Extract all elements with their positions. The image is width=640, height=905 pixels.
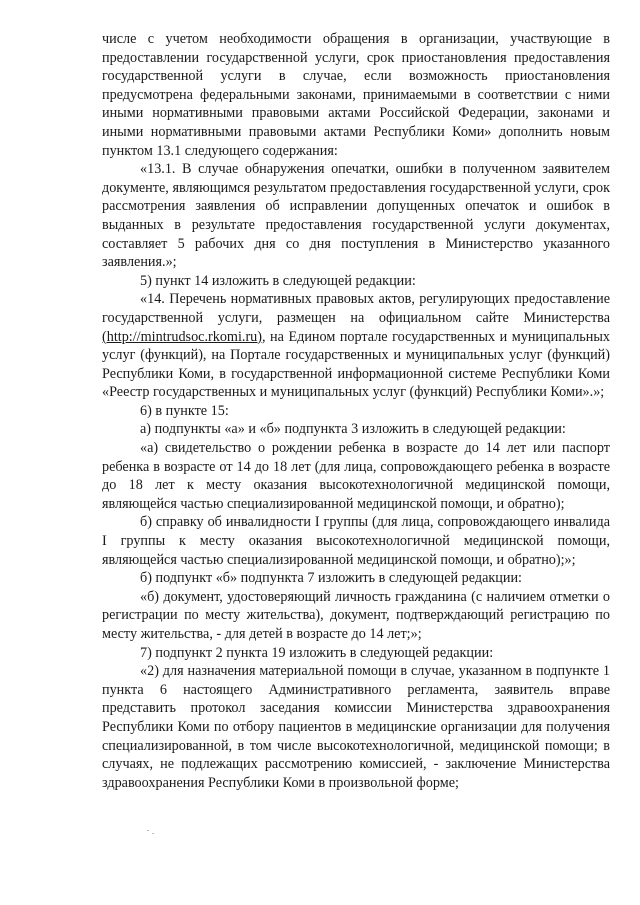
paragraph-item-5: 5) пункт 14 изложить в следующей редакции:: [140, 272, 416, 289]
paragraph-item-7: 7) подпункт 2 пункта 19 изложить в следующей редакции:: [140, 644, 494, 661]
scan-speck: [147, 830, 149, 831]
scan-speck: [152, 833, 154, 834]
document-page: [102, 30, 610, 792]
paragraph-14-text: «14. Перечень нормативных правовых актов, регулирующих предоставление государственной услуги, размещен на официальном сайте Министерства: [102, 291, 610, 326]
paragraph-item-6: 6) в пункте 15:: [140, 402, 229, 419]
paragraph-subitem-a: а) подпункты «а» и «б» подпункта 3 изложить в следующей редакции:: [140, 421, 566, 438]
paragraph-subitem-b: б) подпункт «б» подпункта 7 изложить в следующей редакции:: [140, 570, 522, 587]
ministry-website-link[interactable]: (http://mintrudsoc.rkomi.ru): [102, 328, 262, 345]
paragraph-13-1: «13.1. В случае обнаружения опечатки, ошибки в полученном заявителем документе, являющимся результатом предоставления государственной услуги, срок рассмотрения заявления об исправлении допущенных опечаток и ошибок в выданных в результате предоставления государственной услуги документах, составляет 5 рабочих дня со дня поступления в Министерство указанного заявления.»;: [102, 161, 610, 271]
paragraph-14: [102, 290, 610, 402]
paragraph-disability: б) справку об инвалидности I группы (для лица, сопровождающего инвалида I группы к месту оказания высокотехнологичной медицинской помощи, являющейся частью специализированной медицинской помощи, и обратно);»;: [102, 514, 610, 568]
paragraph-14-text-end: , на Едином портале государственных и муниципальных услуг (функций), на Портале государственных и муниципальных услуг (функций) Республики Коми, в государственной информационной системе Республики Коми «Реестр государственных и муниципальных услуг (функций) Республики Коми».»;: [102, 328, 610, 401]
paragraph-birth-certificate: «а) свидетельство о рождении ребенка в возрасте до 14 лет или паспорт ребенка в возрасте от 14 до 18 лет (для лица, сопровождающего ребенка в возрасте до 18 лет к месту оказания высокотехнологичной медицинской помощи, являющейся частью специализированной медицинской помощи, и обратно);: [102, 440, 610, 512]
paragraph-identity-document: «б) документ, удостоверяющий личность гражданина (с наличием отметки о регистрации по месту жительства), документ, подтверждающий регистрацию по месту жительства, - для детей в возрасте до 14 лет;»;: [102, 588, 610, 642]
paragraph-material-aid: «2) для назначения материальной помощи в случае, указанном в подпункте 1 пункта 6 настоящего Административного регламента, заявитель вправе представить протокол заседания комиссии Министерства здравоохранения Республики Коми по отбору пациентов в медицинские организации для получения специализированной, в том числе высокотехнологичной, медицинской помощи; в случаях, не подлежащих рассмотрению комиссией, - заключение Министерства здравоохранения Республики Коми в произвольной форме;: [102, 663, 610, 791]
paragraph-intro: числе с учетом необходимости обращения в организации, участвующие в предоставлении государственной услуги, срок приостановления предоставления государственной услуги в случае, если возможность приостановления предусмотрена федеральными законами, принимаемыми в соответствии с ними иными нормативными правовыми актами Российской Федерации, законами и иными нормативными правовыми актами Республики Коми» дополнить новым пунктом 13.1 следующего содержания:: [102, 31, 610, 159]
